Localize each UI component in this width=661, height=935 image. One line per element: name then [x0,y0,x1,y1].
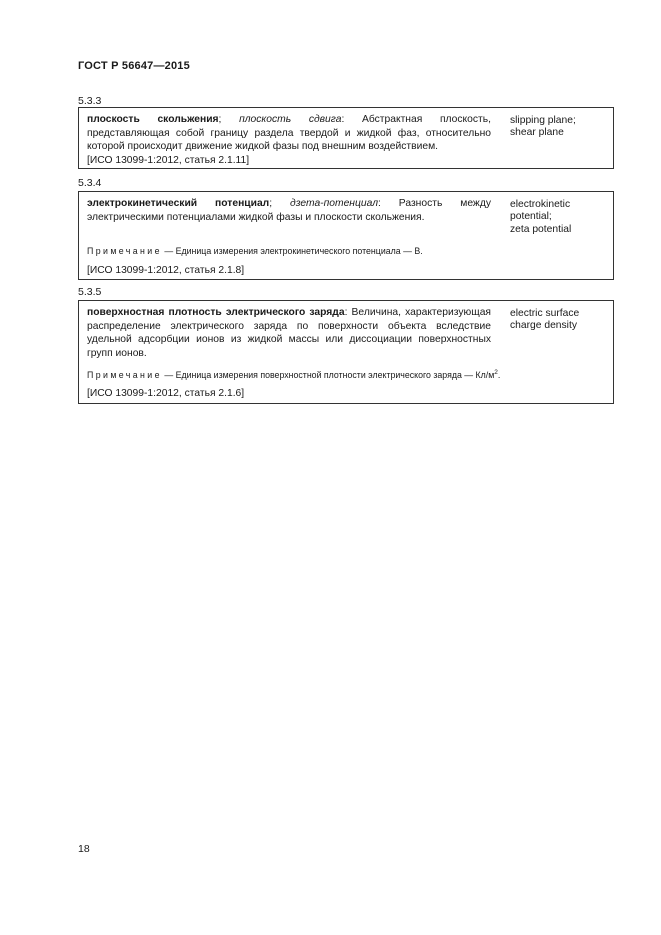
entry-number: 5.3.5 [78,286,102,298]
synonym: плоскость сдвига [239,114,342,125]
entry-number: 5.3.3 [78,95,102,107]
english-equivalent: electric surface charge density [510,308,580,332]
synonym: дзета-потенциал [290,198,379,209]
english-equivalent: slipping plane; shear plane [510,115,576,139]
note-label: Примечание [87,246,162,256]
entry-number: 5.3.4 [78,177,102,189]
term: плоскость скольжения [87,114,219,125]
term-entry-box [78,300,614,404]
definition: : Величина, характеризующая распределение электрического заряда по поверхности объекта вследствие удельной адсорбции ионов из жидкой массы или диссоциации поверхностных групп ионов. [87,307,491,359]
definition: : Абстрактная плоскость, представляющая собой границу раздела твердой и жидкой фаз, относительно которой происходит движение жидкой фазы под внешним воздействием. [87,114,491,153]
term: поверхностная плотность электрического заряда [87,307,345,318]
source-reference: [ИСО 13099-1:2012, статья 2.1.11] [87,155,250,166]
source-reference: [ИСО 13099-1:2012, статья 2.1.6] [87,388,245,399]
term-entry-box [78,107,614,169]
note: Примечание — Единица измерения электрокинетического потенциала — В. [87,246,423,256]
definition-text: электрокинетический потенциал; дзета-потенциал: Разность между электрическими потенциалами жидкой фазы и плоскости скольжения. [87,198,491,223]
document-header: ГОСТ Р 56647—2015 [78,60,190,72]
note-label: Примечание [87,369,162,380]
term-entry-box [78,191,614,280]
term: электрокинетический потенциал [87,198,270,209]
definition-text: плоскость скольжения; плоскость сдвига: Абстрактная плоскость, представляющая собой границу раздела твердой и жидкой фаз, относительно которой происходит движение жидкой фазы под внешним воздействием. [87,114,491,153]
source-reference: [ИСО 13099-1:2012, статья 2.1.8] [87,265,245,276]
definition: : Разность между электрическими потенциалами жидкой фазы и плоскости скольжения. [87,198,491,223]
page-number: 18 [78,843,90,855]
note: Примечание — Единица измерения поверхностной плотности электрического заряда — $Кл/м^2$. [87,369,501,380]
english-equivalent: electrokinetic potential; zeta potential [510,199,572,235]
definition-text [87,306,491,360]
